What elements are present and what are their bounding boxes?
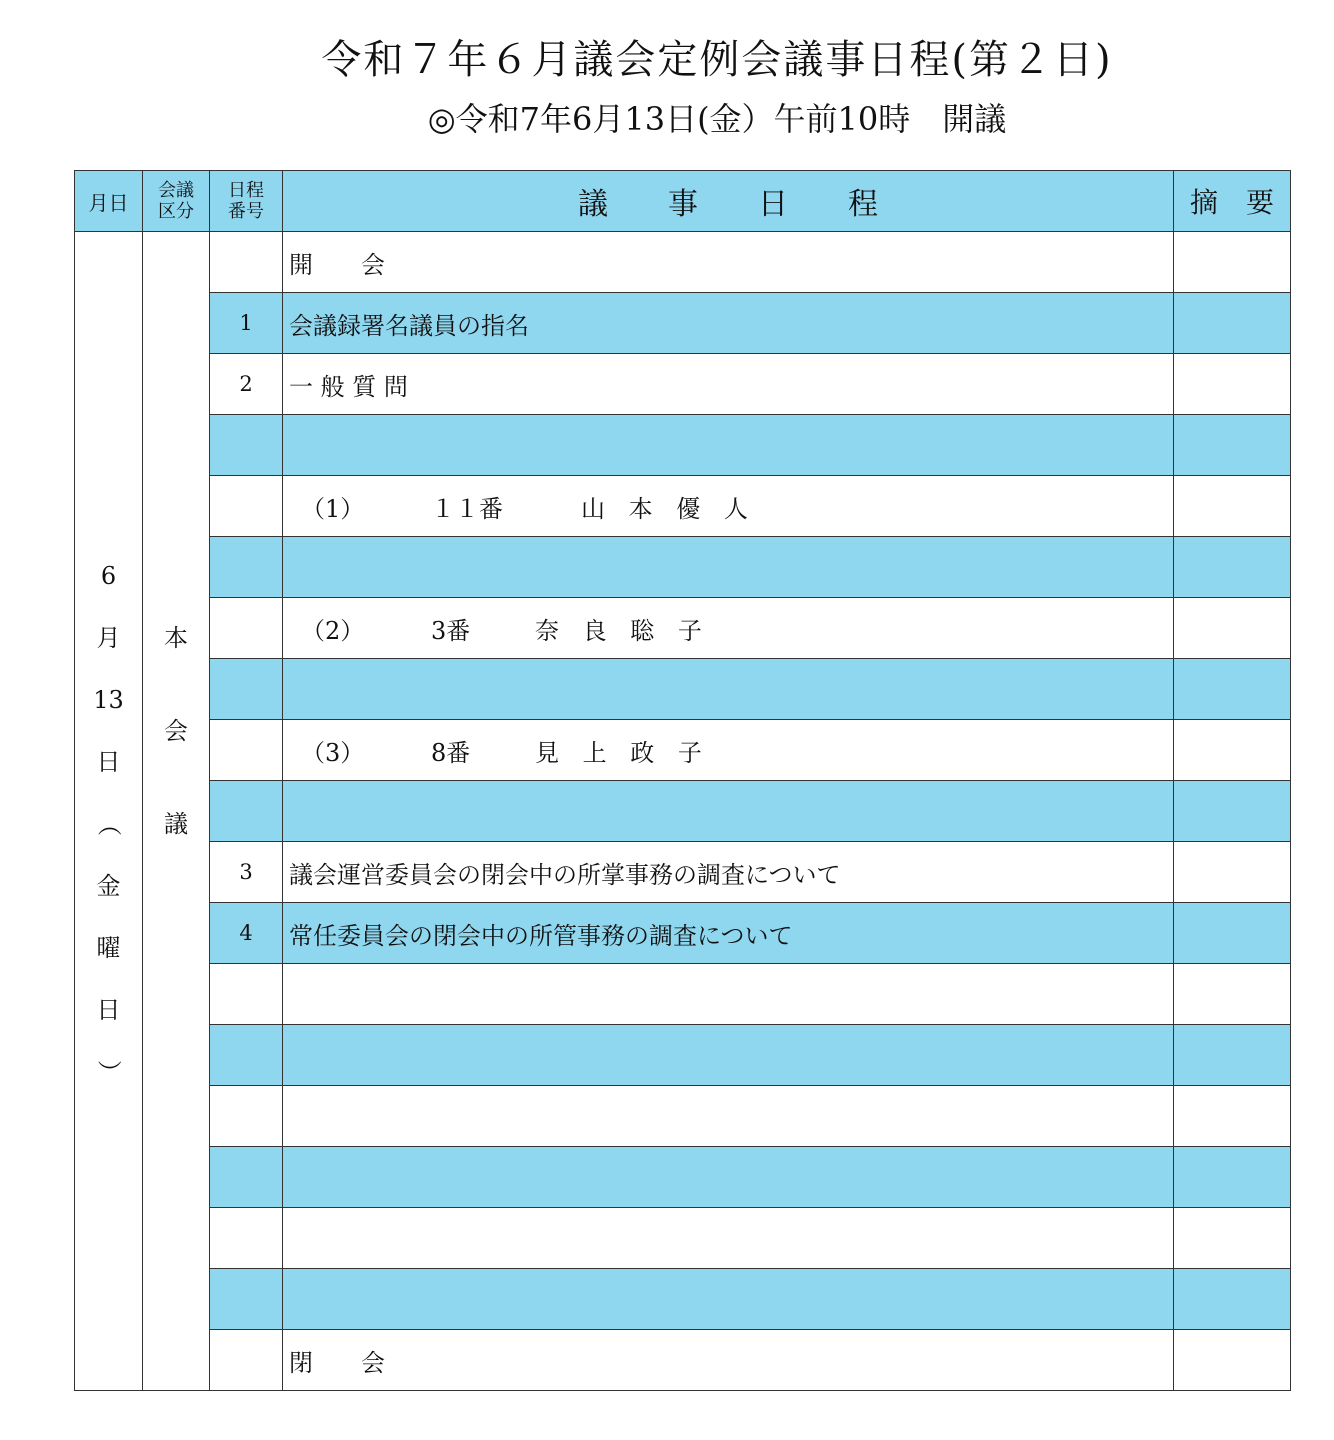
item-number [210,1330,283,1391]
speaker-order: （2） [301,616,365,645]
remarks-cell [1174,537,1291,598]
agenda-item: 会議録署名議員の指名 [283,293,1174,354]
remarks-cell [1174,1086,1291,1147]
agenda-item: 一 般 質 問 [283,354,1174,415]
remarks-cell [1174,415,1291,476]
document-title: 令和７年６月議会定例会議事日程(第２日) [321,37,1113,83]
item-number [210,1269,283,1330]
item-number [210,720,283,781]
agenda-item [283,1025,1174,1086]
speaker-seat-number: １１番 [431,494,503,523]
agenda-item [283,415,1174,476]
remarks-cell [1174,1330,1291,1391]
remarks-cell [1174,1025,1291,1086]
remarks-cell [1174,293,1291,354]
date-char: 月 [96,624,121,652]
remarks-cell [1174,1147,1291,1208]
item-number [210,598,283,659]
agenda-item [283,1147,1174,1208]
date-char: 日 [96,748,121,776]
item-number [210,781,283,842]
session-datetime: ◎令和7年6月13日(金）午前10時 開議 [427,100,1007,138]
table-row [75,1208,1291,1269]
table-row [75,598,1291,659]
agenda-item [283,537,1174,598]
item-number [210,1147,283,1208]
item-number [210,659,283,720]
header-row [75,171,1291,232]
remarks-cell [1174,781,1291,842]
item-number: 3 [210,842,283,903]
table-row [75,1330,1291,1391]
table-row [75,537,1291,598]
remarks-cell [1174,1269,1291,1330]
speaker-entry [283,476,1174,537]
item-number [210,232,283,293]
table-row [75,232,1291,293]
speaker-order: （3） [301,738,365,767]
table-row [75,1025,1291,1086]
item-number [210,1086,283,1147]
date-char: 日 [96,996,121,1024]
table-row [75,354,1291,415]
meeting-type-cell [143,232,210,1391]
item-number [210,1208,283,1269]
speaker-order: （1） [301,494,365,523]
item-number [210,964,283,1025]
speaker-name: 奈 良 聡 子 [535,616,710,645]
agenda-item [283,964,1174,1025]
speaker-seat-number: 3番 [431,616,471,645]
date-cell [75,232,143,1391]
meeting-type-char: 会 [164,717,188,745]
table-row [75,415,1291,476]
item-number: 4 [210,903,283,964]
remarks-cell [1174,354,1291,415]
agenda-item: 開 会 [283,232,1174,293]
remarks-cell [1174,598,1291,659]
item-number: 1 [210,293,283,354]
table-row [75,720,1291,781]
agenda-item-adjournment: 閉 会 [283,1330,1174,1391]
item-number [210,537,283,598]
speaker-entry [283,598,1174,659]
remarks-cell [1174,1208,1291,1269]
table-row [75,293,1291,354]
agenda-item: 議会運営委員会の閉会中の所掌事務の調査について [283,842,1174,903]
header-meeting-type-line1: 会議 [158,180,194,201]
remarks-cell [1174,476,1291,537]
date-char: 6 [100,562,117,590]
table-row [75,659,1291,720]
date-char: 13 [93,686,124,714]
table-row [75,1086,1291,1147]
agenda-item [283,781,1174,842]
header-date: 月日 [75,171,143,232]
agenda-item [283,1208,1174,1269]
remarks-cell [1174,903,1291,964]
header-meeting-type [143,171,210,232]
remarks-cell [1174,720,1291,781]
header-agenda: 議 事 日 程 [283,171,1174,232]
table-row [75,964,1291,1025]
remarks-cell [1174,659,1291,720]
agenda-item [283,659,1174,720]
item-number: 2 [210,354,283,415]
speaker-entry [283,720,1174,781]
table-row [75,1269,1291,1330]
item-number [210,1025,283,1086]
header-meeting-type-line2: 区分 [158,201,194,222]
header-item-number-line1: 日程 [228,180,264,201]
table-row [75,1147,1291,1208]
item-number [210,476,283,537]
speaker-seat-number: 8番 [431,738,471,767]
meeting-type-char: 議 [164,810,188,838]
date-char: 金 [96,872,121,900]
date-char: 曜 [96,934,121,962]
agenda-item: 常任委員会の閉会中の所管事務の調査について [283,903,1174,964]
agenda-item [283,1086,1174,1147]
meeting-type-char: 本 [164,624,188,652]
date-char-close-paren: ） [94,1060,123,1084]
agenda-table [74,170,1291,1391]
date-char-open-paren: （ [94,812,123,836]
remarks-cell [1174,842,1291,903]
header-remarks: 摘 要 [1174,171,1291,232]
table-row [75,476,1291,537]
table-row [75,781,1291,842]
header-item-number-line2: 番号 [228,201,264,222]
speaker-name: 見 上 政 子 [535,738,710,767]
table-row [75,842,1291,903]
agenda-item [283,1269,1174,1330]
speaker-name: 山 本 優 人 [581,494,756,523]
remarks-cell [1174,964,1291,1025]
remarks-cell [1174,232,1291,293]
header-item-number [210,171,283,232]
item-number [210,415,283,476]
table-row [75,903,1291,964]
